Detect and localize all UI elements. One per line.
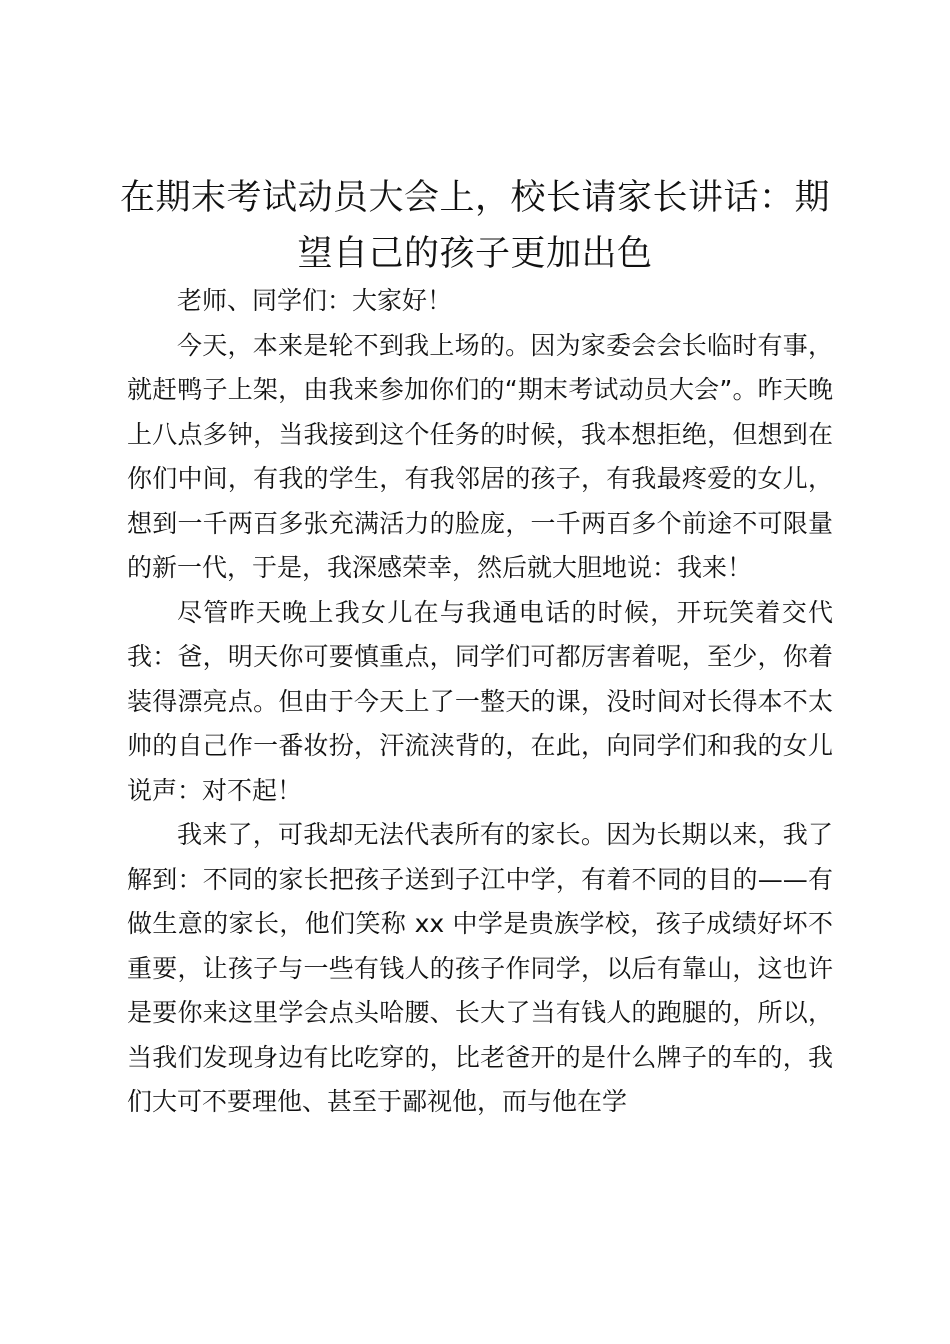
paragraph: 尽管昨天晚上我女儿在与我通电话的时候，开玩笑着交代我：爸，明天你可要慎重点，同学们可都厉害着呢，至少，你着装得漂亮点。但由于今天上了一整天的课，没时间对长得本不太帅的自己作一番妆扮，汗流浃背的，在此，向同学们和我的女儿说声：对不起！ bbox=[127, 597, 833, 805]
document-title: 在期末考试动员大会上，校长请家长讲话：期望自己的孩子更加出色 bbox=[119, 178, 830, 274]
paragraph-greeting: 老师、同学们：大家好！ bbox=[177, 286, 453, 315]
paragraph: 我来了，可我却无法代表所有的家长。因为长期以来，我了解到：不同的家长把孩子送到子江中学，有着不同的目的——有做生意的家长，他们笑称 xx 中学是贵族学校，孩子成绩好坏不重要，让孩子与一些有钱人的孩子作同学，以后有靠山，这也许是要你来这里学会点头哈腰、长大了当有钱人的跑腿的，所以，当我们发现身边有比吃穿的，比老爸开的是什么牌子的车的，我们大可不要理他、甚至于鄙视他，而与他在学 bbox=[127, 820, 833, 1116]
document-body bbox=[127, 279, 833, 1125]
paragraph: 今天，本来是轮不到我上场的。因为家委会会长临时有事，就赶鸭子上架，由我来参加你们的“期末考试动员大会”。昨天晚上八点多钟，当我接到这个任务的时候，我本想拒绝，但想到在你们中间，有我的学生，有我邻居的孩子，有我最疼爱的女儿，想到一千两百多张充满活力的脸庞，一千两百多个前途不可限量的新一代，于是，我深感荣幸，然后就大胆地说：我来！ bbox=[127, 330, 833, 582]
